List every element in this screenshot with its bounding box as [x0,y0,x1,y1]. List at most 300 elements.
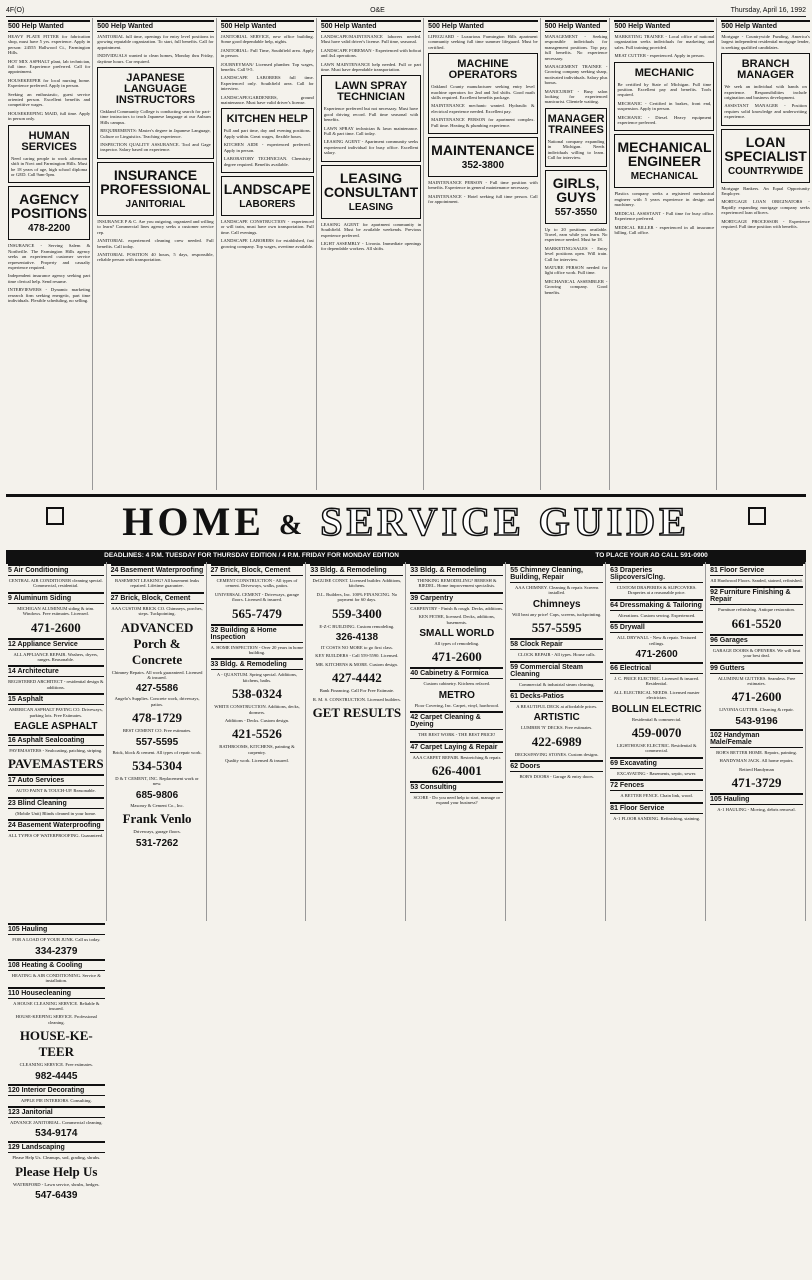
service-ad: E-Z-C BUILDING. Custom remodeling. [319,623,395,629]
service-ad: UNIVERSAL CEMENT - Driveways, garage floors. Licensed & insured. [214,591,299,603]
display-ad-headline: KITCHEN HELP [226,113,308,126]
classified-ad: MAINTENANCE mechanic wanted. Hydraulic & electrical experience needed. Excellent pay. [431,103,535,114]
page-number: 4F(O) [6,6,25,14]
display-ad [8,186,90,240]
service-ad: Custom cabinetry. Kitchens refaced. [423,681,491,687]
service-ad-highlight: Frank Venlo [122,811,192,827]
service-ad-highlight: 334-2379 [35,945,78,957]
classified-ad: LANDSCAPE CONSTRUCTION - experienced or will train, must have own transportation. Full time. Call evenings. [220,218,314,235]
classified-ad: LANDSCAPE/GARDENERS, ground maintenance. Must have valid driver's license. [220,94,314,106]
display-ad [221,108,314,172]
service-category-heading: 12 Appliance Service [8,638,104,650]
display-ad [545,170,608,224]
banner-service: SERVICE GUIDE [320,499,690,544]
service-category-heading: 24 Basement Waterproofing [8,819,104,831]
service-ad-highlight: 534-9174 [35,1128,78,1140]
display-ad-phone: 352-3800 [461,160,505,172]
service-ad: Driveways, garage floors. [133,829,181,835]
category-heading: 500 Help Wanted [97,20,213,32]
help-wanted-column [612,18,717,490]
service-ad: LIVONIA GUTTER. Cleaning & repair. [719,707,794,713]
service-ad-highlight: PAVEMASTERS [8,756,104,772]
classified-ad: LANDSCAPE FOREMAN - Experienced with bobcat and 4x4 operations. [320,47,422,59]
service-category-heading: 62 Doors [510,760,603,772]
classified-ad: LANDSCAPE LABORERS for established, fast growing company. Top wages, overtime available. [220,238,314,249]
display-ad [614,62,714,132]
service-category-heading: 105 Hauling [710,793,803,805]
service-category-heading: 92 Furniture Finishing & Repair [710,586,803,605]
service-ad-highlight: 478-1729 [132,710,182,726]
service-ad: AMERICAN ASPHALT PAVING CO. Driveways, parking lots. Free Estimates. [8,707,103,718]
service-category-heading: 81 Floor Service [710,564,803,576]
page-header [6,4,806,17]
service-ad-highlight: HOUSE-KE-TEER [19,1028,93,1060]
classified-ad: MANAGEMENT - Seeking responsible individuals for management positions. Top pay, full benefits. No experience necessary. [544,34,608,61]
service-ad: THINKING REMODELING? BERESH & RIEDEL. Home improvement specialists. [417,578,497,589]
service-ad: KEN FETHE, licensed. Decks, additions, basements. [418,614,495,625]
service-ad: All types of remodeling. [434,641,480,647]
service-ad-highlight: 565-7479 [232,605,282,621]
service-ad-highlight: 422-6989 [531,733,582,749]
service-ad: Brick, block & cement. All types of repair work. [112,749,202,755]
service-ad-highlight: 471-2600 [635,649,678,661]
classified-ad: Mortgage Bankers. An Equal Opportunity Employer. [721,185,810,197]
classified-ad: MAINTENANCE PERSON - Full time position with benefits. Experience in general maintenance necessary. [428,180,538,191]
service-ad: CEMENT CONSTRUCTION - All types of cement. Driveways, walks, patios. [216,578,298,589]
service-category-heading: 69 Excavating [610,757,703,769]
classified-ad: Oakland Community College is conducting search for part-time instructors to teach Japanese language at our Auburn Hills campus. [100,109,211,125]
display-ad-headline: LOAN SPECIALIST [724,133,807,164]
classified-ad: LIGHT ASSEMBLY - Livonia. Immediate openings for dependable workers. All shifts. [320,240,422,252]
service-category-heading: 72 Fences [610,779,703,791]
service-category-heading: 16 Asphalt Sealcoating [8,734,104,746]
service-ad: A - QUANTUM. Spring special. Additions, kitchens, baths. [216,672,298,683]
display-ad-headline: MAINTENANCE [431,142,535,159]
display-ad-headline: MECHANICAL ENGINEER [617,139,712,170]
service-guide-column [508,562,606,921]
service-category-heading: 123 Janitorial [8,1106,105,1118]
classified-ad: LANDSCAPE/MAINTENANCE laborers needed. Must have valid driver's license. Full time, seasonal. [320,34,422,45]
service-ad: MICHIGAN ALUMINUM siding & trim. Windows. Free estimates. Licensed. [17,605,95,617]
service-ad-highlight: 427-4442 [331,670,382,686]
display-ad [221,176,314,216]
service-ad-highlight: 557-5595 [531,620,582,636]
service-ad-highlight: Chimneys [532,598,581,610]
display-ad-headline: HUMAN SERVICES [21,129,77,153]
service-category-heading: 5 Air Conditioning [8,564,104,576]
service-category-heading: 64 Dressmaking & Tailoring [610,599,703,611]
category-heading: 500 Help Wanted [428,20,537,32]
classified-ad: Up to 20 positions available. Travel, earn while you learn. No experience needed. Must be 18. [544,226,608,243]
service-ad: GARAGE DOORS & OPENERS. We will beat your best deal. [712,647,801,659]
service-category-heading: 99 Gutters [710,662,803,674]
classified-ad: JANITORIAL SERVICE, new office building. Some good dependable help, nights. [220,34,314,45]
service-ad: ADVANCE JANITORIAL. Commercial cleaning. [10,1120,103,1126]
service-ad: CUSTOM DRAPERIES & SLIPCOVERS. Draperies at a reasonable price. [616,585,697,596]
help-wanted-column [426,18,540,490]
service-ad-highlight: 557-5595 [135,736,179,748]
classified-ad: INSPECTION QUALITY ASSURANCE. Tool and Gage inspector. Salary based on experience. [100,142,211,153]
display-ad [321,75,421,161]
service-ad-highlight: 534-5304 [132,758,182,774]
service-category-heading: 42 Carpet Cleaning & Dyeing [410,711,503,730]
display-ad-headline: LAWN SPRAY TECHNICIAN [334,80,408,104]
display-ad-headline: MECHANIC [634,66,695,79]
service-ad: ALUMINUM GUTTERS. Seamless. Free estimates. [717,675,796,687]
display-ad-phone: 478-2200 [27,223,71,235]
service-ad: HOUSE-KEEPING SERVICE. Professional cleaning. [15,1014,98,1025]
display-ad [614,134,714,188]
service-ad-highlight: 471-2600 [731,689,782,705]
service-ad: Bank Financing. Call For Free Estimate. [319,688,395,694]
classified-ad: MORTGAGE PROCESSOR - Experience required. Full time position with benefits. [721,218,810,230]
service-ad: KEY BUILDERS - Call 559-5590. Licensed. [315,653,399,659]
classified-ad: LANDSCAPE LABORERS full time. Experienced only. Southfield area. Call for interview. [220,75,314,92]
service-guide-column [308,562,406,921]
service-category-heading: 33 Bldg. & Remodeling [410,564,503,576]
classified-ad: JANITORIAL: Full Time, Southfield area. Apply in person. [220,47,314,59]
service-ad: CLOCK REPAIR - All types. House calls. [517,652,596,658]
service-ad: CARPENTRY - Finish & rough. Decks, additions. [410,605,504,611]
service-ad: AUTO PAINT & TOUCH-UP. Reasonable. [15,788,96,794]
display-ad [97,67,213,159]
display-ad [428,137,537,177]
service-ad: CLEANING SERVICE. Free estimates. [19,1062,93,1068]
service-ad: AAA CHIMNEY. Cleaning & repair. Screens installed. [514,585,599,596]
service-ad: Commercial & industrial steam cleaning. [518,681,595,687]
classified-ad: MECHANIC - Diesel. Heavy equipment experience preferred. [617,114,712,126]
service-guide-column [608,562,706,921]
service-ad-highlight: 531-7262 [135,837,179,849]
classified-ad: KITCHEN AIDE - experienced preferred. Apply in person. [223,142,311,153]
service-category-heading: 15 Asphalt [8,693,104,705]
service-category-heading: 110 Housecleaning [8,987,105,999]
display-ad-phone: 557-3550 [554,206,598,218]
service-ad: Furniture refinishing. Antique restoration. [718,607,795,613]
service-category-heading: 102 Handyman Male/Female [710,729,803,748]
service-ad: Quality work. Licensed & insured. [225,758,289,764]
classified-ad: INSURANCE P & C. Are you outgoing, organized and willing to learn? Commercial lines agency seeks a customer service rep. [97,218,214,235]
service-ad: THE BEST WORK - THE BEST PRICE! [418,732,496,738]
service-ad-highlight: 421-5526 [232,726,282,742]
deadlines-text: DEADLINES: 4 P.M. TUESDAY FOR THURSDAY EDITION / 4 P.M. FRIDAY FOR MONDAY EDITION [104,552,400,559]
service-guide-column [109,562,207,921]
service-guide-column [408,562,506,921]
classified-ad: INTERVIEWERS - Dynamic marketing research firm seeking energetic, part time individuals. Flexible scheduling, no selling. [8,287,91,303]
service-ad: A-1 FLOOR SANDING. Refinishing, staining. [613,815,701,821]
classified-ad: LEASING AGENT - Apartment community seeks experienced individual for busy office. Excellent salary. [323,139,419,156]
display-ad-phone: LABORERS [239,198,296,210]
service-ad: Angelo's Supplies. Concrete work, driveways, patios. [114,696,200,707]
service-ad: R. M. S. CONSTRUCTION. Licensed builders. [312,696,401,702]
service-category-heading: 23 Blind Cleaning [8,797,104,809]
service-ad: BATHROOMS, KITCHENS, painting & carpentry. [219,744,295,755]
classified-ad: MARKETING/SALES - Entry level positions open. Will train. Call for interview. [544,245,608,262]
service-ad: All Hardwood Floors. Sanded, stained, refinished. [710,578,803,583]
service-ad: J. C. PRICE ELECTRIC. Licensed & insured. Residential. [614,676,700,687]
classified-ad: Mortgage - Countrywide Funding, America's largest independent residential mortgage lender, is seeking qualified candidates. [721,34,810,50]
classified-ad: Experience preferred but not necessary. Must have good driving record. Full time seasonal with benefits. [323,106,419,123]
service-category-heading: 63 Draperies Slipcovers/Clng. [610,564,703,583]
classified-ad: LIFEGUARD - Luxurious Farmington Hills apartment community seeking full time summer lifeguard. Must be certified. [428,34,538,50]
service-ad-highlight: 685-9806 [135,789,179,801]
service-ad-highlight: ADVANCED Porch & Concrete [120,619,194,667]
service-ad: PAVEMASTERS - Sealcoating, patching, striping. [9,748,103,754]
help-wanted-columns [6,18,810,490]
service-ad-highlight: BOLLIN ELECTRIC [611,703,702,715]
service-ad-highlight: Please Help Us [15,1163,98,1179]
classified-ad: We seek an individual with hands on experience. Responsibilities include origination and business development. [724,84,807,101]
service-ad-highlight: 982-4445 [35,1070,78,1082]
display-ad-phone: LEASING [348,201,394,213]
service-category-heading: 53 Consulting [410,781,503,793]
classified-ad: Need caring people to work afternoon shift in Novi and Farmington Hills. Must be 18 years of age, high school diploma or GED. Call 9am-5pm. [11,155,88,177]
service-ad: Masonry & Cement Co., Inc. [130,802,184,808]
classified-ad: National company expanding in Michigan. Needs individuals willing to learn. Call for interview. [547,138,605,161]
service-ad: AAA CARPET REPAIR. Restretching & repair. [412,754,502,760]
classified-ad: MAINTENANCE PERSON for apartment complex. Full time. Heating & plumbing experience. [431,117,535,128]
service-category-heading: 40 Cabinetry & Formica [410,667,503,679]
service-category-heading: 33 Bldg. & Remodeling [310,564,403,576]
service-category-heading: 47 Carpet Laying & Repair [410,741,503,753]
service-category-heading: 27 Brick, Block, Cement [111,592,204,604]
service-ad: A BETTER FENCE. Chain link, wood. [620,793,693,799]
service-ad: IT COSTS NO MORE to go first class. [320,645,393,651]
service-category-heading: 27 Brick, Block, Cement [211,564,304,576]
service-ad-highlight: 547-6439 [35,1190,78,1202]
classified-ad: Full and part time, day and evening positions. Apply within. Great wages, flexible hours. [223,128,311,139]
service-category-heading: 33 Bldg. & Remodeling [211,658,304,670]
help-wanted-column [319,18,424,490]
service-ad-highlight: 543-9196 [735,715,778,727]
service-ad: A-1 HAULING - Moving, debris removal. [717,807,796,813]
page-date: Thursday, April 16, 1992 [730,6,806,14]
service-ad: AAA CUSTOM BRICK CO. Chimneys, porches, steps. Tuckpointing. [111,605,203,617]
classified-ad: REQUIREMENTS: Master's degree in Japanese Language, Culture or Linguistics. Teaching experience. [100,128,211,139]
category-heading: 500 Help Wanted [614,20,714,32]
service-ad: BOB'S DOORS - Garage & entry doors. [519,774,594,780]
classified-ad: LEASING AGENT for apartment community in Southfield. Must be available weekends. Previous experience preferred. [320,221,422,238]
service-ad-highlight: 459-0070 [631,725,682,741]
service-ad: WHITE CONSTRUCTION. Additions, decks, dormers. [214,704,300,715]
display-ad-headline: BRANCH MANAGER [737,58,794,82]
display-ad-headline: LEASING CONSULTANT [323,169,419,200]
classified-ad: ASSISTANT MANAGER - Position requires solid knowledge and underwriting experience. [724,103,807,120]
classified-ad: LABORATORY TECHNICIAN. Chemistry degree required. Benefits available. [223,156,311,167]
home-service-guide-banner [6,494,806,564]
classified-ad: LAWN MAINTENANCE help needed. Full or part time. Must have dependable transportation. [320,61,422,73]
banner-title [6,501,806,547]
display-ad [8,125,90,184]
display-ad [545,108,608,167]
service-ad: REGISTERED ARCHITECT - residential design & additions. [8,679,104,690]
classified-ad: HOUSEKEEPER for local nursing home. Experience preferred. Apply in person. [8,77,91,89]
classified-ad: MEDICAL BILLER - experienced in all insurance billing. Call office. [614,224,715,235]
help-wanted-column [219,18,317,490]
service-category-heading: 81 Floor Service [610,802,703,814]
classified-ad: HOUSEKEEPING MAID, full time. Apply in person only. [8,110,91,122]
classified-ad: MATURE PERSON needed for light office work. Full time. [544,264,608,276]
category-heading: 500 Help Wanted [321,20,421,32]
display-ad [97,162,213,216]
help-wanted-column [719,18,811,490]
service-ad: HEATING & AIR CONDITIONING. Service & installation. [11,972,101,984]
service-ad: DeGUISE CONST. Licensed builder. Additions, kitchens. [312,578,402,589]
classified-ad: Oakland County manufacturer seeking entry level machine operators for 2nd and 3rd shifts. Good math skills required. Excellent benefits package. [431,84,535,101]
display-ad-headline: GIRLS, GUYS [552,174,600,205]
service-guide-column [209,562,307,921]
classified-ad: JANITORIAL POSITION 40 hours, 5 days, responsible, reliable person with transportation. [97,251,214,263]
classified-ad: MORTGAGE LOAN ORIGINATORS - Rapidly expanding mortgage company seeks experienced loan officers. [721,199,810,216]
display-ad [321,165,421,219]
service-ad: BEST CEMENT CO. Free estimates. [122,728,192,734]
classified-ad: MECHANICAL ASSEMBLER - Growing company. Good benefits. [544,278,608,295]
service-ad-highlight: 559-3400 [331,605,382,621]
help-wanted-column [95,18,216,490]
classified-ad: LAWN SPRAY technician & lawn maintenance. Full & part time. Call today. [323,125,419,137]
service-ad: Retired Handyman [739,766,774,772]
display-ad-phone: MECHANICAL [630,171,698,183]
service-ad: A. HOME INSPECTION - Over 20 years in home building. [210,644,304,656]
display-ad [428,53,537,134]
service-ad-highlight: 427-5586 [135,683,179,695]
service-category-heading: 9 Aluminum Siding [8,592,104,604]
service-category-heading: 66 Electrical [610,662,703,674]
service-ad: Please Help Us. Cleanups, sod, grading, shrubs. [12,1155,101,1161]
service-ad: WATERFORD - Lawn service, shrubs, hedges. [13,1181,100,1187]
service-category-heading: 129 Landscaping [8,1141,105,1153]
service-ad-highlight: METRO [438,689,475,701]
classified-ad: JOURNEYMAN/ Licensed plumber. Top wages, benefits. Call 9-5. [220,61,314,73]
classified-ad: JANITORIAL experienced cleaning crew needed. Full benefits. Call today. [97,238,214,249]
service-ad-highlight: GET RESULTS [312,705,402,721]
service-category-heading: 96 Garages [710,634,803,646]
service-category-heading: 24 Basement Waterproofing [111,564,204,576]
display-ad-headline: MANAGER TRAINEES [547,112,605,136]
service-ad: Additions - Decks. Custom design. [224,718,290,724]
service-ad: ALL ELECTRICAL NEEDS. Licensed master electrician. [613,689,700,701]
classified-ad: Seeking an enthusiastic, guest service oriented person. Excellent benefits and competitive wages. [8,91,91,108]
service-ad-highlight: 471-2600 [431,649,482,665]
service-category-heading: 108 Heating & Cooling [8,959,105,971]
paper-name: O&E [370,6,385,14]
service-ad-highlight: 661-5520 [731,615,782,631]
classified-ad: MEAT CUTTER - experienced. Apply in person. [614,53,705,59]
service-guide-columns [6,562,806,1274]
banner-ampersand: & [278,509,307,541]
service-ad: Alterations. Custom sewing. Experienced. [617,612,696,618]
display-ad [721,129,809,183]
service-category-heading: 32 Building & Home Inspection [211,624,304,643]
service-ad-highlight: EAGLE ASPHALT [14,721,98,733]
service-ad: HANDYMAN JACK. All home repairs. [719,758,794,764]
classified-ad: Plastics company seeks a registered mechanical engineer with 5 years experience in design and machinery. [614,191,715,208]
category-heading: 500 Help Wanted [721,20,809,32]
service-guide-column [708,562,806,921]
display-ad-headline: AGENCY POSITIONS [11,191,88,222]
classified-ad: MANICURIST - Busy salon looking for experienced manicurist. Clientele waiting. [544,88,608,105]
display-ad-headline: JAPANESE LANGUAGE INSTRUCTORS [115,72,196,107]
service-ad: Chimney Repairs. All work guaranteed. Licensed & insured. [111,669,203,681]
classified-ad: MAINTENANCE - Hotel seeking full time person. Call for appointment. [428,193,538,205]
service-ad: BASEMENT LEAKING? All basement leaks repaired. Lifetime guarantee. [115,578,200,589]
service-ad: CENTRAL AIR CONDITIONER cleaning special. Commercial, residential. [8,578,103,589]
service-ad: Residential & commercial. [631,716,682,722]
service-ad: ALL DRYWALL - New & repair. Textured ceilings. [617,635,697,646]
service-ad: Floor Covering, Inc. Carpet, vinyl, hardwood. [414,702,500,708]
service-ad-highlight: 626-4001 [431,763,482,779]
service-ad-highlight: ARTISTIC [533,712,580,724]
service-ad: A BEAUTIFUL DECK at affordable prices. [516,704,598,710]
classified-ad: INDIVIDUALS wanted to clean homes, Monday thru Friday, daytime hours. Car required. [97,53,214,64]
service-category-heading: 55 Chimney Cleaning, Building, Repair [510,564,603,583]
service-category-heading: 61 Decks-Patios [510,690,603,702]
classified-ad: JANITORIAL full time, openings for entry level positions in growing reputable organization. To start, full benefits. Call for appointment. [97,34,214,50]
classified-ad: HOT MIX ASPHALT plant, lab technician, full time. Experience preferred. Call for appointment. [8,58,91,75]
service-ad: D.L. Builders, Inc. 100% FINANCING. No payment for 60 days. [316,591,398,603]
display-ad-headline: INSURANCE PROFESSIONAL [100,166,211,197]
service-ad-highlight: 538-0324 [232,686,282,702]
service-category-heading: 65 Drywall [610,621,703,633]
service-ad: A HOUSE CLEANING SERVICE. Reliable & insured. [13,1000,100,1012]
service-category-heading: 120 Interior Decorating [8,1084,105,1096]
service-ad: LIGHTHOUSE ELECTRIC. Residential & commercial. [616,743,697,754]
service-ad: ALL APPLIANCE REPAIR. Washers, dryers, ranges. Reasonable. [13,651,99,663]
service-guide-column [6,921,107,1274]
service-category-heading: 58 Clock Repair [510,638,603,650]
service-ad-highlight: SMALL WORLD [419,628,495,640]
classified-ad: HEAVY PLATE FITTER for fabrication shop, must have 5 yrs. experience. Apply in person: 24555 Hallwood Ct., Farmington Hills. [8,34,91,56]
service-ad: DECKS/PAVING STONES. Custom designs. [514,751,599,757]
service-ad: D & T CEMENT, INC. Replacement work or new. [115,776,199,787]
classified-ad: MEDICAL ASSISTANT - Full time for busy office. Experience preferred. [614,210,715,222]
display-ad-phone: COUNTRYWIDE [727,165,804,177]
classified-ad: Independent insurance agency seeking part time clerical help. Send resume. [8,273,91,284]
service-category-heading: 17 Auto Services [8,774,104,786]
service-ad: EXCAVATING - Basements, septic, sewer. [617,770,697,776]
service-ad-highlight: 471-2600 [30,619,81,635]
service-ad-highlight: 471-3729 [731,775,782,791]
classified-ad: MARKETING TRAINEE - Local office of national organization seeks individuals for marketing and sales. Full training provided. [614,34,715,50]
display-ad-phone: JANITORIAL [125,198,186,210]
classified-ad: INSURANCE - Serving Salem & Northville. The Farmington Hills agency seeks an experienced customer service representative. Property and casualty experience required. [8,243,91,270]
display-ad [721,53,809,125]
service-ad: Will beat any price! Caps, screens, tuckpointing. [512,611,602,617]
place-ad-text: TO PLACE YOUR AD CALL 591-0900 [595,552,708,559]
service-ad: ALL TYPES OF WATERPROOFING. Guaranteed. [8,833,104,839]
banner-home: HOME [122,499,265,544]
service-ad: (Mobile Unit) Blinds cleaned in your home. [15,810,97,816]
help-wanted-column [6,18,93,490]
help-wanted-column [543,18,611,490]
service-guide-column [6,562,107,921]
classified-ad: MECHANIC - Certified in brakes, front end, suspension. Apply in person. [617,100,712,112]
service-ad: LUMBER 'N' DECKS. Free estimates. [521,725,593,731]
display-ad-headline: LANDSCAPE [223,180,311,197]
service-ad-highlight: 326-4138 [335,632,379,644]
service-category-heading: 105 Hauling [8,923,105,935]
category-heading: 500 Help Wanted [8,20,90,32]
display-ad-headline: MACHINE OPERATORS [448,58,518,82]
service-category-heading: 39 Carpentry [410,592,503,604]
classified-ad: Be certified by State of Michigan. Full time position. Excellent pay and benefits. Tools required. [617,81,712,98]
category-heading: 500 Help Wanted [545,20,608,32]
service-ad: FOR A LOAD OF YOUR JUNK. Call us today. [12,937,101,943]
category-heading: 500 Help Wanted [221,20,314,32]
service-ad: APPLE PIE INTERIORS. Consulting. [20,1097,92,1103]
deadline-bar [6,550,806,561]
service-category-heading: 59 Commercial Steam Cleaning [510,661,603,680]
